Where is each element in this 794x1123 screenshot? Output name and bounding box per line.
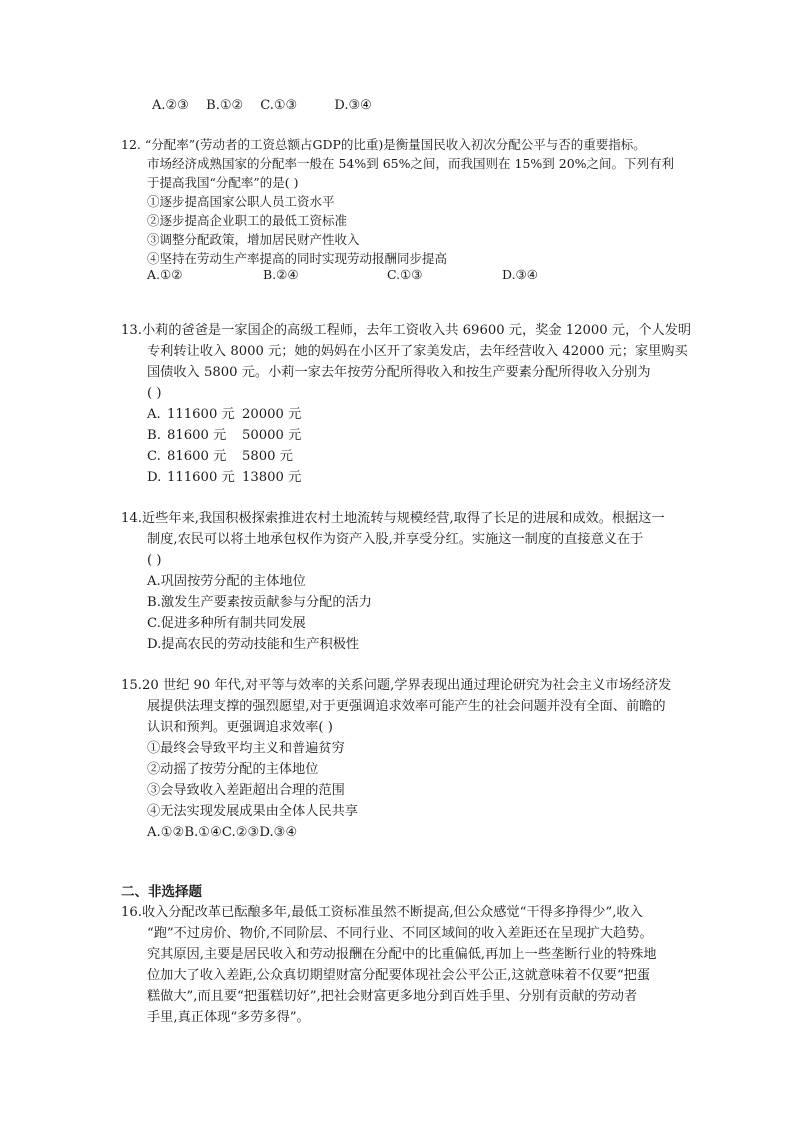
q15-item-4: ④无法实现发展成果由全体人民共享	[147, 804, 358, 819]
q12-option-b: B.②④	[262, 267, 299, 282]
q11-options	[152, 96, 372, 116]
q11-option-a: A.②③	[152, 98, 189, 113]
q12-line-3: 于提高我国“分配率”的是( )	[147, 175, 299, 190]
q13-option-a	[147, 405, 301, 425]
q12-option-c: C.①③	[386, 267, 423, 282]
q13-option-b	[147, 426, 301, 446]
q13-option-b-label: B.	[147, 428, 161, 443]
q15-line-2: 展提供法理支撑的强烈愿望,对于更强调追求效率可能产生的社会问题并没有全面、前瞻的	[147, 699, 666, 714]
q12-item-1: ①逐步提高国家公职人员工资水平	[147, 194, 335, 209]
q15-item-3: ③会导致收入差距超出合理的范围	[147, 783, 345, 798]
q16-line-1: 16.收入分配改革已酝酿多年,最低工资标准虽然不断提高,但公众感觉“干得多挣得少”,收入	[121, 905, 643, 920]
q13-option-d-label: D.	[147, 470, 162, 485]
q12-line-1: 12. “分配率”(劳动者的工资总额占GDP的比重)是衡量国民收入初次分配公平与否的重要指标。	[121, 137, 646, 152]
q12-item-2: ②逐步提高企业职工的最低工资标准	[147, 213, 348, 228]
q13-option-c-value-2: 5800 元	[242, 449, 293, 464]
q12-item-3: ③调整分配政策，增加居民财产性收入	[147, 232, 360, 247]
section-heading: 二、非选择题	[121, 884, 202, 900]
q13-option-a-label: A.	[147, 407, 161, 422]
q14-line-2: 制度,农民可以将土地承包权作为资产入股,并享受分红。实施这一制度的直接意义在于	[147, 532, 644, 547]
q13-option-b-value-2: 50000 元	[242, 428, 302, 443]
q15-line-3: 认识和预判。更强调追求效率( )	[147, 720, 333, 735]
q14-option-c: C.促进多种所有制共同发展	[147, 616, 306, 631]
q13-option-a-value-2: 20000 元	[242, 407, 302, 422]
q15-line-1: 15.20 世纪 90 年代,对平等与效率的关系问题,学界表现出通过理论研究为社会主义市场经济发	[121, 678, 672, 693]
q16-line-5: 糕做大”,而且要“把蛋糕切好”,把社会财富更多地分到百姓手里、分别有贡献的劳动者	[147, 989, 638, 1004]
q13-option-c	[147, 447, 293, 467]
q14-option-d: D.提高农民的劳动技能和生产积极性	[147, 637, 360, 652]
q12-options	[147, 265, 538, 284]
q13-line-1: 13.小莉的爸爸是一家国企的高级工程师，去年工资收入共 69600 元，奖金 12000 元，个人发明	[121, 323, 692, 338]
q13-line-3: 国债收入 5800 元。小莉一家去年按劳分配所得收入和按生产要素分配所得收入分别为	[147, 365, 651, 380]
q11-option-b: B.①②	[206, 98, 244, 113]
q13-line-4: ( )	[147, 386, 162, 401]
q15-item-1: ①最终会导致平均主义和普遍贫穷	[147, 741, 345, 756]
q16-line-4: 位加大了收入差距,公众真切期望财富分配要体现社会公平公正,这就意味着不仅要“把蛋	[147, 968, 651, 983]
q11-option-d: D.③④	[334, 98, 372, 113]
q16-line-2: “跑”不过房价、物价,不同阶层、不同行业、不同区域间的收入差距还在呈现扩大趋势。	[147, 926, 653, 941]
q14-option-a: A.巩固按劳分配的主体地位	[147, 574, 306, 589]
q13-option-d-value-2: 13800 元	[242, 470, 302, 485]
q12-item-4: ④坚持在劳动生产率提高的同时实现劳动报酬同步提高	[147, 251, 448, 266]
q16-line-3: 究其原因,主要是居民收入和劳动报酬在分配中的比重偏低,再加上一些垄断行业的特殊地	[147, 947, 657, 962]
q14-line-1: 14.近些年来,我国积极探索推进农村土地流转与规模经营,取得了长足的进展和成效。根据这一	[121, 511, 665, 526]
q15-options: A.①②B.①④C.②③D.③④	[147, 825, 298, 840]
q13-option-d-value-1: 111600 元	[167, 470, 235, 485]
q12-line-2: 市场经济成熟国家的分配率一般在 54%到 65%之间，而我国则在 15%到 20%之间。下列有利	[147, 156, 675, 171]
q13-option-c-value-1: 81600 元	[167, 449, 227, 464]
q16-line-6: 手里,真正体现“多劳多得”。	[147, 1010, 310, 1025]
q15-item-2: ②动摇了按劳分配的主体地位	[147, 762, 319, 777]
q12-option-a: A.①②	[147, 267, 183, 282]
q13-option-c-label: C.	[147, 449, 161, 464]
q14-line-3: ( )	[147, 553, 162, 568]
q13-option-a-value-1: 111600 元	[167, 407, 235, 422]
q13-line-2: 专利转让收入 8000 元；她的妈妈在小区开了家美发店，去年经营收入 42000 元；家里购买	[147, 344, 688, 359]
q14-option-b: B.激发生产要素按贡献参与分配的活力	[147, 595, 372, 610]
q13-option-d	[147, 468, 301, 488]
q13-option-b-value-1: 81600 元	[167, 428, 227, 443]
q12-option-d: D.③④	[501, 267, 538, 282]
q11-option-c: C.①③	[260, 98, 298, 113]
